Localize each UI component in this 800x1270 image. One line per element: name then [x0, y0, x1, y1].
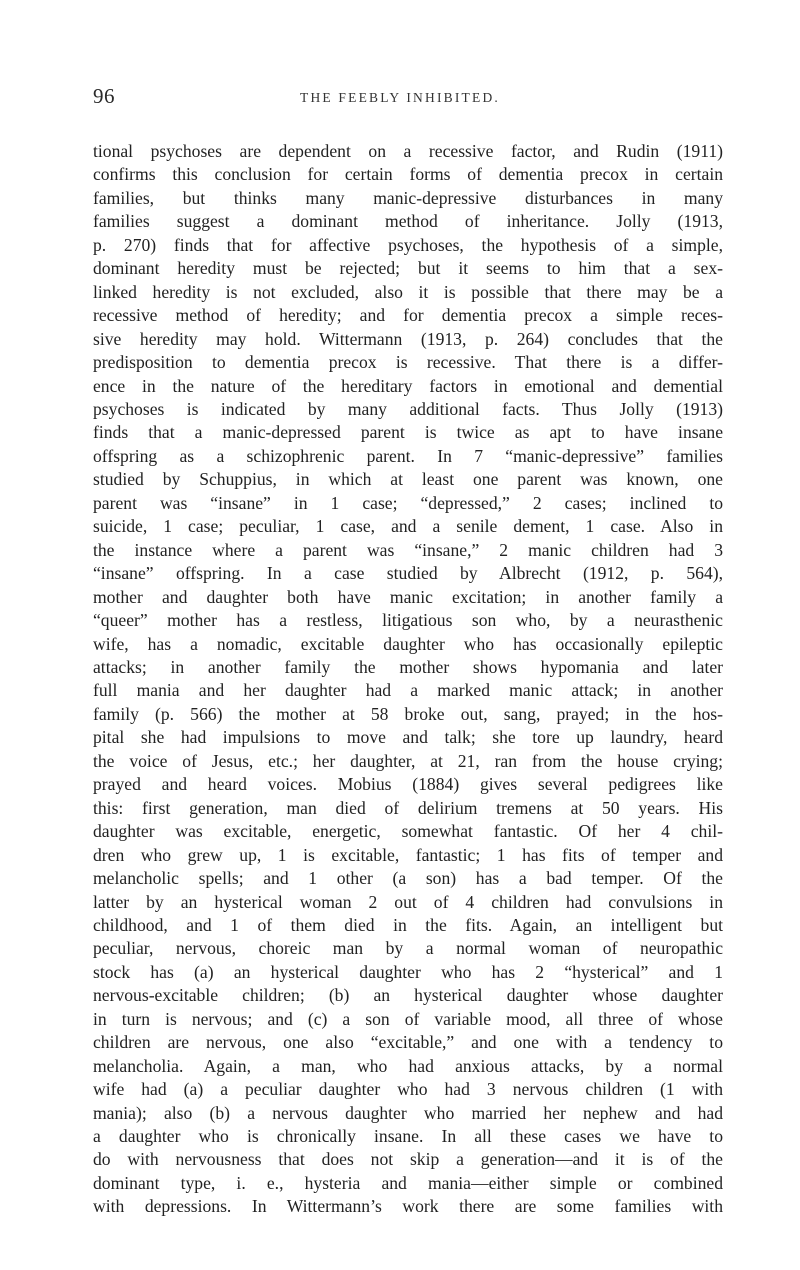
- text-line: children are nervous, one also “excitable,” and one with a tendency to: [93, 1032, 723, 1053]
- text-line: melancholic spells; and 1 other (a son) has a bad temper. Of the: [93, 868, 723, 889]
- text-line: mania); also (b) a nervous daughter who married her nephew and had: [93, 1102, 723, 1123]
- text-line: ence in the nature of the hereditary factors in emotional and demential: [93, 375, 723, 396]
- text-line: “insane” offspring. In a case studied by Albrecht (1912, p. 564),: [93, 563, 723, 584]
- text-line: sive heredity may hold. Wittermann (1913, p. 264) concludes that the: [93, 328, 723, 349]
- text-line: studied by Schuppius, in which at least one parent was known, one: [93, 469, 723, 490]
- text-line: the instance where a parent was “insane,” 2 manic children had 3: [93, 539, 723, 560]
- text-line: latter by an hysterical woman 2 out of 4 children had convulsions in: [93, 891, 723, 912]
- text-line: do with nervousness that does not skip a generation—and it is of the: [93, 1149, 723, 1170]
- text-line: dominant type, i. e., hysteria and mania—either simple or combined: [93, 1172, 723, 1193]
- text-line: finds that a manic-depressed parent is twice as apt to have insane: [93, 422, 723, 443]
- page-number: 96: [93, 84, 115, 108]
- text-line: prayed and heard voices. Mobius (1884) gives several pedigrees like: [93, 774, 723, 795]
- text-line: peculiar, nervous, choreic man by a normal woman of neuropathic: [93, 938, 723, 959]
- text-line: offspring as a schizophrenic parent. In 7 “manic-depressive” families: [93, 445, 723, 466]
- text-line: this: first generation, man died of delirium tremens at 50 years. His: [93, 797, 723, 818]
- text-line: tional psychoses are dependent on a recessive factor, and Rudin (1911): [93, 141, 723, 161]
- text-line: dren who grew up, 1 is excitable, fantastic; 1 has fits of temper and: [93, 844, 723, 865]
- text-line: family (p. 566) the mother at 58 broke out, sang, prayed; in the hos-: [93, 703, 723, 724]
- text-line: the voice of Jesus, etc.; her daughter, at 21, ran from the house crying;: [93, 750, 723, 771]
- running-head: THE FEEBLY INHIBITED.: [300, 90, 500, 105]
- text-line: wife had (a) a peculiar daughter who had 3 nervous children (1 with: [93, 1079, 723, 1100]
- text-line: nervous-excitable children; (b) an hysterical daughter whose daughter: [93, 985, 723, 1006]
- text-line: families, but thinks many manic-depressive disturbances in many: [93, 187, 723, 208]
- text-line: families suggest a dominant method of inheritance. Jolly (1913,: [93, 211, 723, 232]
- body-paragraph: [93, 140, 723, 1219]
- text-line: attacks; in another family the mother shows hypomania and later: [93, 656, 723, 677]
- text-line: a daughter who is chronically insane. In all these cases we have to: [93, 1126, 723, 1147]
- text-line: “queer” mother has a restless, litigatious son who, by a neurasthenic: [93, 610, 723, 631]
- text-line: full mania and her daughter had a marked manic attack; in another: [93, 680, 723, 701]
- text-line: confirms this conclusion for certain forms of dementia precox in certain: [93, 164, 723, 185]
- text-line: predisposition to dementia precox is recessive. That there is a differ-: [93, 352, 723, 373]
- text-line: wife, has a nomadic, excitable daughter who has occasionally epileptic: [93, 633, 723, 654]
- text-line: p. 270) finds that for affective psychoses, the hypothesis of a simple,: [93, 234, 723, 255]
- text-line: mother and daughter both have manic excitation; in another family a: [93, 586, 723, 607]
- text-line: psychoses is indicated by many additional facts. Thus Jolly (1913): [93, 398, 723, 419]
- text-line: pital she had impulsions to move and talk; she tore up laundry, heard: [93, 727, 723, 748]
- text-line: daughter was excitable, energetic, somewhat fantastic. Of her 4 chil-: [93, 821, 723, 842]
- text-line: with depressions. In Wittermann’s work there are some families with: [93, 1196, 723, 1217]
- text-line: dominant heredity must be rejected; but it seems to him that a sex-: [93, 258, 723, 279]
- text-line: childhood, and 1 of them died in the fits. Again, an intelligent but: [93, 914, 723, 935]
- text-line: in turn is nervous; and (c) a son of variable mood, all three of whose: [93, 1008, 723, 1029]
- text-line: recessive method of heredity; and for dementia precox a simple reces-: [93, 305, 723, 326]
- text-line: suicide, 1 case; peculiar, 1 case, and a senile dement, 1 case. Also in: [93, 516, 723, 537]
- text-line: parent was “insane” in 1 case; “depressed,” 2 cases; inclined to: [93, 492, 723, 513]
- text-line: linked heredity is not excluded, also it is possible that there may be a: [93, 281, 723, 302]
- text-line: melancholia. Again, a man, who had anxious attacks, by a normal: [93, 1055, 723, 1076]
- text-line: stock has (a) an hysterical daughter who has 2 “hysterical” and 1: [93, 961, 723, 982]
